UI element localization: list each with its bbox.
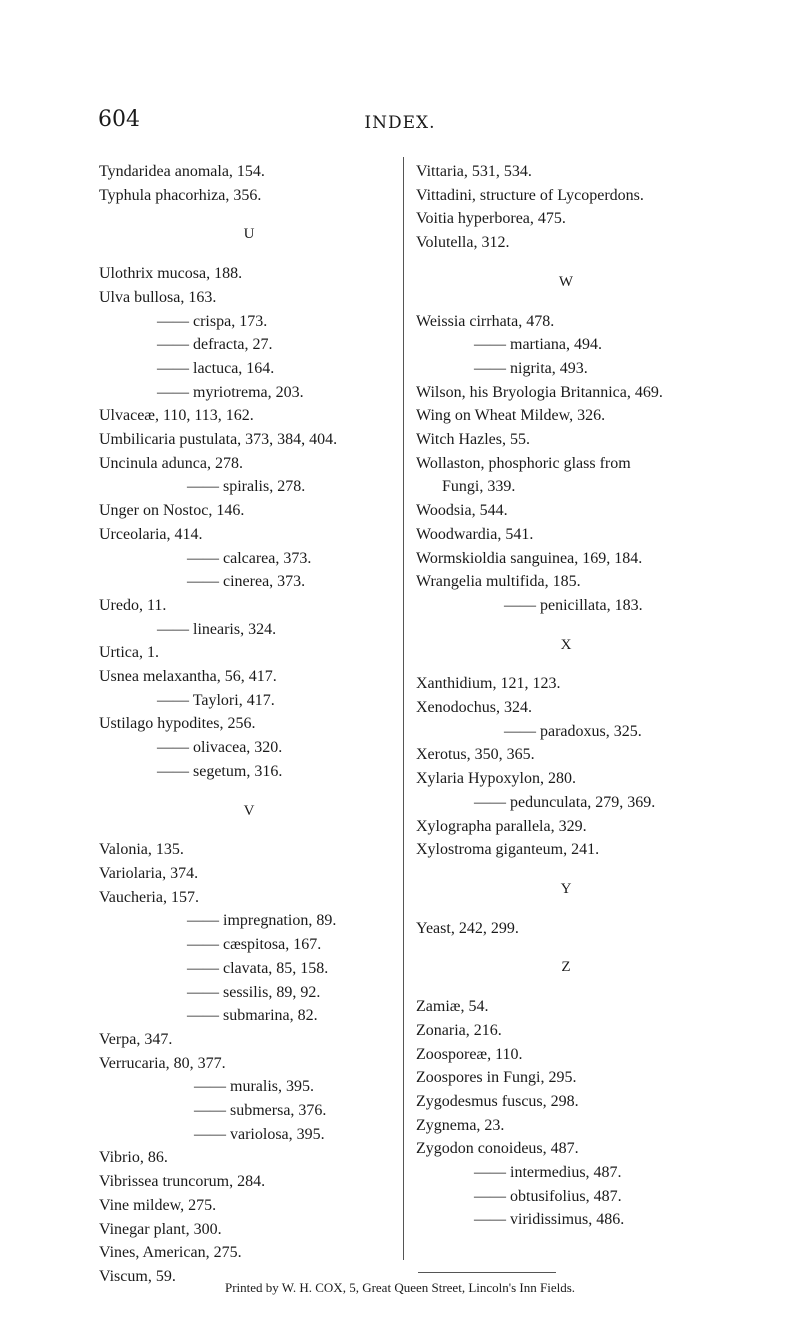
- index-entry: Zygnema, 23.: [416, 1116, 505, 1134]
- index-entry: Zygodesmus fuscus, 298.: [416, 1092, 579, 1110]
- index-entry: —— paradoxus, 325.: [504, 722, 642, 740]
- index-entry: Voitia hyperborea, 475.: [416, 210, 566, 228]
- index-entry: Zoospores in Fungi, 295.: [416, 1069, 577, 1087]
- index-entry: Tyndaridea anomala, 154.: [99, 163, 265, 180]
- index-entry: —— muralis, 395.: [194, 1078, 314, 1096]
- index-entry: —— sessilis, 89, 92.: [187, 983, 321, 1001]
- index-entry: —— Taylori, 417.: [157, 691, 275, 709]
- index-entry: Yeast, 242, 299.: [416, 919, 519, 937]
- index-entry: Wilson, his Bryologia Britannica, 469.: [416, 383, 663, 401]
- index-entry: Unger on Nostoc, 146.: [99, 502, 245, 520]
- index-entry: Verpa, 347.: [99, 1030, 173, 1048]
- index-entry: —— clavata, 85, 158.: [187, 959, 329, 977]
- footer-rule: [418, 1272, 556, 1273]
- index-entry: Ulvaceæ, 110, 113, 162.: [99, 407, 254, 425]
- index-entry: Xylostroma giganteum, 241.: [416, 841, 600, 859]
- index-entry: —— submarina, 82.: [187, 1007, 318, 1025]
- index-entry: Ulva bullosa, 163.: [99, 288, 217, 306]
- running-head: INDEX.: [364, 113, 436, 133]
- index-entry: Urtica, 1.: [99, 644, 159, 662]
- index-entry: —— submersa, 376.: [194, 1102, 327, 1120]
- index-entry: —— calcarea, 373.: [187, 549, 312, 567]
- index-entry: Umbilicaria pustulata, 373, 384, 404.: [99, 431, 338, 449]
- index-entry: Vine mildew, 275.: [99, 1196, 217, 1214]
- index-entry: Uncinula adunca, 278.: [99, 454, 243, 472]
- index-entry: Vaucheria, 157.: [99, 888, 199, 906]
- index-entry: Valonia, 135.: [99, 841, 184, 859]
- index-entry: Ulothrix mucosa, 188.: [99, 265, 243, 283]
- index-entry: —— pedunculata, 279, 369.: [474, 793, 656, 811]
- index-entry: —— defracta, 27.: [157, 336, 273, 354]
- index-entry: Usnea melaxantha, 56, 417.: [99, 668, 277, 686]
- index-entry: —— segetum, 316.: [157, 762, 283, 780]
- index-entry: Urceolaria, 414.: [99, 525, 203, 543]
- index-entry: Vines, American, 275.: [99, 1244, 242, 1262]
- index-entry: Woodwardia, 541.: [416, 525, 534, 543]
- index-entry: Viscum, 59.: [99, 1267, 176, 1285]
- index-entry: Volutella, 312.: [416, 234, 510, 252]
- index-entry: Zamiæ, 54.: [416, 998, 489, 1016]
- index-entry: Wollaston, phosphoric glass from: [416, 454, 631, 472]
- index-entry: Wrangelia multifida, 185.: [416, 573, 581, 591]
- index-entry: Ustilago hypodites, 256.: [99, 715, 256, 733]
- index-entry: —— cinerea, 373.: [187, 573, 306, 591]
- index-entry: Vibrio, 86.: [99, 1149, 168, 1167]
- index-entry: Zoosporeæ, 110.: [416, 1045, 523, 1063]
- index-entry: Xerotus, 350, 365.: [416, 746, 535, 764]
- index-entry: —— variolosa, 395.: [194, 1125, 325, 1143]
- index-entry: Woodsia, 544.: [416, 502, 508, 520]
- page-number: 604: [98, 107, 140, 132]
- index-entry: Weissia cirrhata, 478.: [416, 312, 555, 330]
- index-entry: Typhula phacorhiza, 356.: [99, 186, 262, 204]
- index-column-left: [99, 160, 399, 1289]
- index-entry: Xanthidium, 121, 123.: [416, 675, 561, 693]
- index-entry: —— nigrita, 493.: [474, 359, 588, 377]
- index-column-right: [416, 160, 716, 1232]
- index-entry: —— obtusifolius, 487.: [474, 1187, 622, 1205]
- index-entry: Xenodochus, 324.: [416, 699, 532, 717]
- index-entry: Vittaria, 531, 534.: [416, 163, 532, 180]
- letter-heading: U: [243, 226, 255, 243]
- letter-heading: Z: [561, 959, 571, 976]
- index-entry: Wing on Wheat Mildew, 326.: [416, 407, 606, 425]
- index-entry: Xylaria Hypoxylon, 280.: [416, 770, 576, 788]
- index-entry: —— myriotrema, 203.: [157, 383, 304, 401]
- index-entry: Zonaria, 216.: [416, 1021, 502, 1039]
- letter-heading: W: [558, 273, 574, 290]
- index-entry: —— intermedius, 487.: [474, 1164, 622, 1182]
- index-entry: —— spiralis, 278.: [187, 478, 306, 496]
- letter-heading: V: [243, 802, 255, 819]
- index-entry: —— cæspitosa, 167.: [187, 936, 322, 954]
- index-entry: —— lactuca, 164.: [157, 359, 275, 377]
- index-entry: Vibrissea truncorum, 284.: [99, 1173, 266, 1191]
- column-divider: [403, 157, 404, 1260]
- index-entry: Fungi, 339.: [442, 478, 516, 496]
- index-entry: —— penicillata, 183.: [504, 596, 643, 614]
- index-entry: Zygodon conoideus, 487.: [416, 1140, 579, 1158]
- index-entry: Xylographa parallela, 329.: [416, 817, 587, 835]
- index-entry: —— martiana, 494.: [474, 336, 602, 354]
- index-entry: Vinegar plant, 300.: [99, 1220, 222, 1238]
- index-entry: Wormskioldia sanguinea, 169, 184.: [416, 549, 643, 567]
- index-entry: —— impregnation, 89.: [187, 912, 337, 930]
- index-entry: Witch Hazles, 55.: [416, 431, 530, 449]
- index-entry: Verrucaria, 80, 377.: [99, 1054, 226, 1072]
- index-entry: —— crispa, 173.: [157, 312, 268, 330]
- index-entry: —— olivacea, 320.: [157, 739, 283, 757]
- index-entry: Uredo, 11.: [99, 596, 167, 614]
- letter-heading: X: [560, 636, 572, 653]
- index-entry: —— linearis, 324.: [157, 620, 277, 638]
- index-entry: Variolaria, 374.: [99, 864, 199, 882]
- letter-heading: Y: [560, 880, 572, 897]
- index-entry: Vittadini, structure of Lycoperdons.: [416, 186, 644, 204]
- index-entry: —— viridissimus, 486.: [474, 1211, 625, 1229]
- printer-imprint: Printed by W. H. COX, 5, Great Queen Street, Lincoln's Inn Fields.: [224, 1280, 576, 1295]
